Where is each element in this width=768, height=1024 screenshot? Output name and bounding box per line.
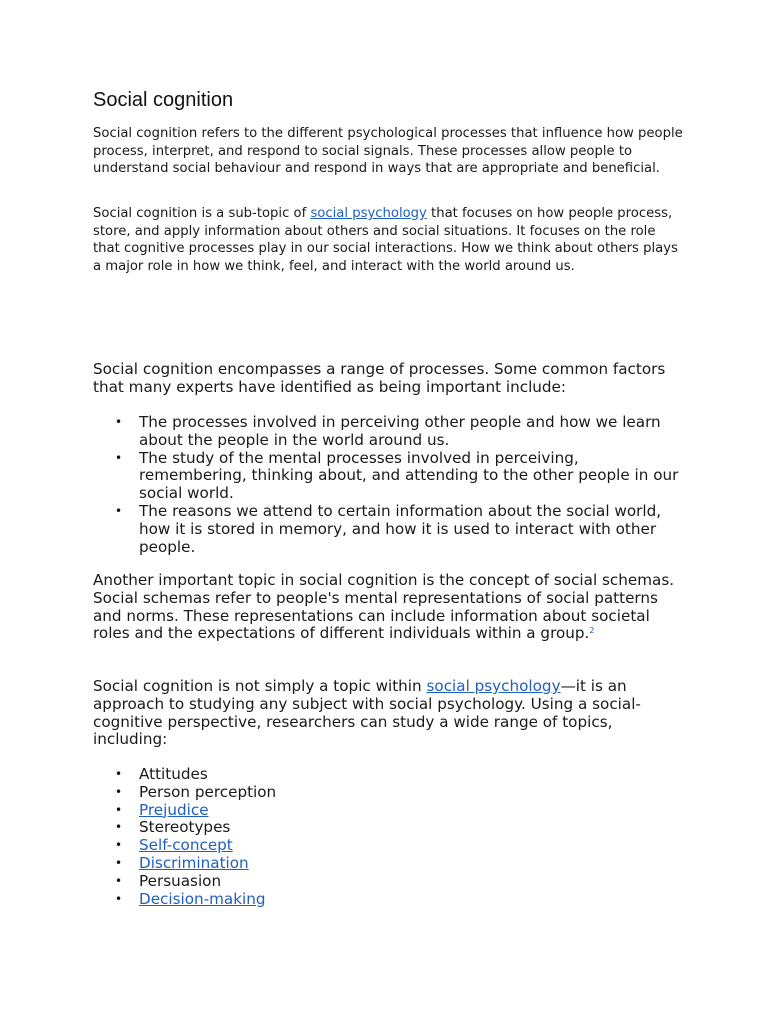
schemas-text: Another important topic in social cognition is the concept of social schemas. Social schemas refer to people's mental representations of social patterns and norms. These representations can include information about societal roles and the expectations of different individuals within a group. (93, 571, 675, 643)
list-item: • The reasons we attend to certain information about the social world, how it is stored in memory, and how it is used to interact with other people. (93, 503, 683, 556)
topic-item (93, 819, 683, 837)
approach-text-after: —it is an approach to studying any subject with social psychology. Using a social-cognitive perspective, researchers can study a wide range of topics, including: (93, 677, 641, 749)
list-item: • The study of the mental processes involved in perceiving, remembering, thinking about, and attending to the other people in our social world. (93, 450, 683, 503)
processes-list (93, 414, 683, 556)
intro-p2-text-before: Social cognition is a sub-topic of (93, 206, 311, 221)
schemas-paragraph (93, 572, 683, 643)
topic-item (93, 873, 683, 891)
intro-paragraph-2 (93, 205, 683, 275)
approach-paragraph (93, 678, 683, 749)
intro-paragraph-1: Social cognition refers to the different psychological processes that influence how people process, interpret, and respond to social signals. These processes allow people to understand social behaviour and respond in ways that are appropriate and beneficial. (93, 126, 683, 176)
topics-list (93, 766, 683, 908)
topic-item (93, 855, 683, 873)
topic-item (93, 837, 683, 855)
topic-link-self-concept[interactable]: Self-concept (139, 836, 233, 855)
topic-label: Persuasion (139, 871, 222, 890)
topic-label: Person perception (139, 782, 277, 801)
topic-item (93, 802, 683, 820)
topic-link-decision-making[interactable]: Decision-making (139, 889, 266, 908)
topic-item (93, 891, 683, 909)
social-psychology-link-2[interactable]: social psychology (426, 677, 561, 695)
topic-link-prejudice[interactable]: Prejudice (139, 800, 209, 819)
list-item: • The processes involved in perceiving other people and how we learn about the people in the world around us. (93, 414, 683, 450)
social-psychology-link[interactable]: social psychology (310, 206, 427, 221)
topic-link-discrimination[interactable]: Discrimination (139, 853, 249, 872)
intro-p2-text-after: that focuses on how people process, store, and apply information about others and social situations. It focuses on the role that cognitive processes play in our social interactions. How we think about others plays a major role in how we think, feel, and interact with the world around us. (93, 206, 678, 274)
approach-text-before: Social cognition is not simply a topic within (93, 677, 427, 695)
footnote-reference[interactable]: 2 (589, 626, 595, 636)
topic-item (93, 766, 683, 784)
processes-intro-paragraph: Social cognition encompasses a range of processes. Some common factors that many experts have identified as being important include: (93, 360, 666, 396)
topic-label: Stereotypes (139, 818, 231, 837)
topic-item (93, 784, 683, 802)
page-title: Social cognition (93, 89, 234, 111)
topic-label: Attitudes (139, 765, 208, 783)
